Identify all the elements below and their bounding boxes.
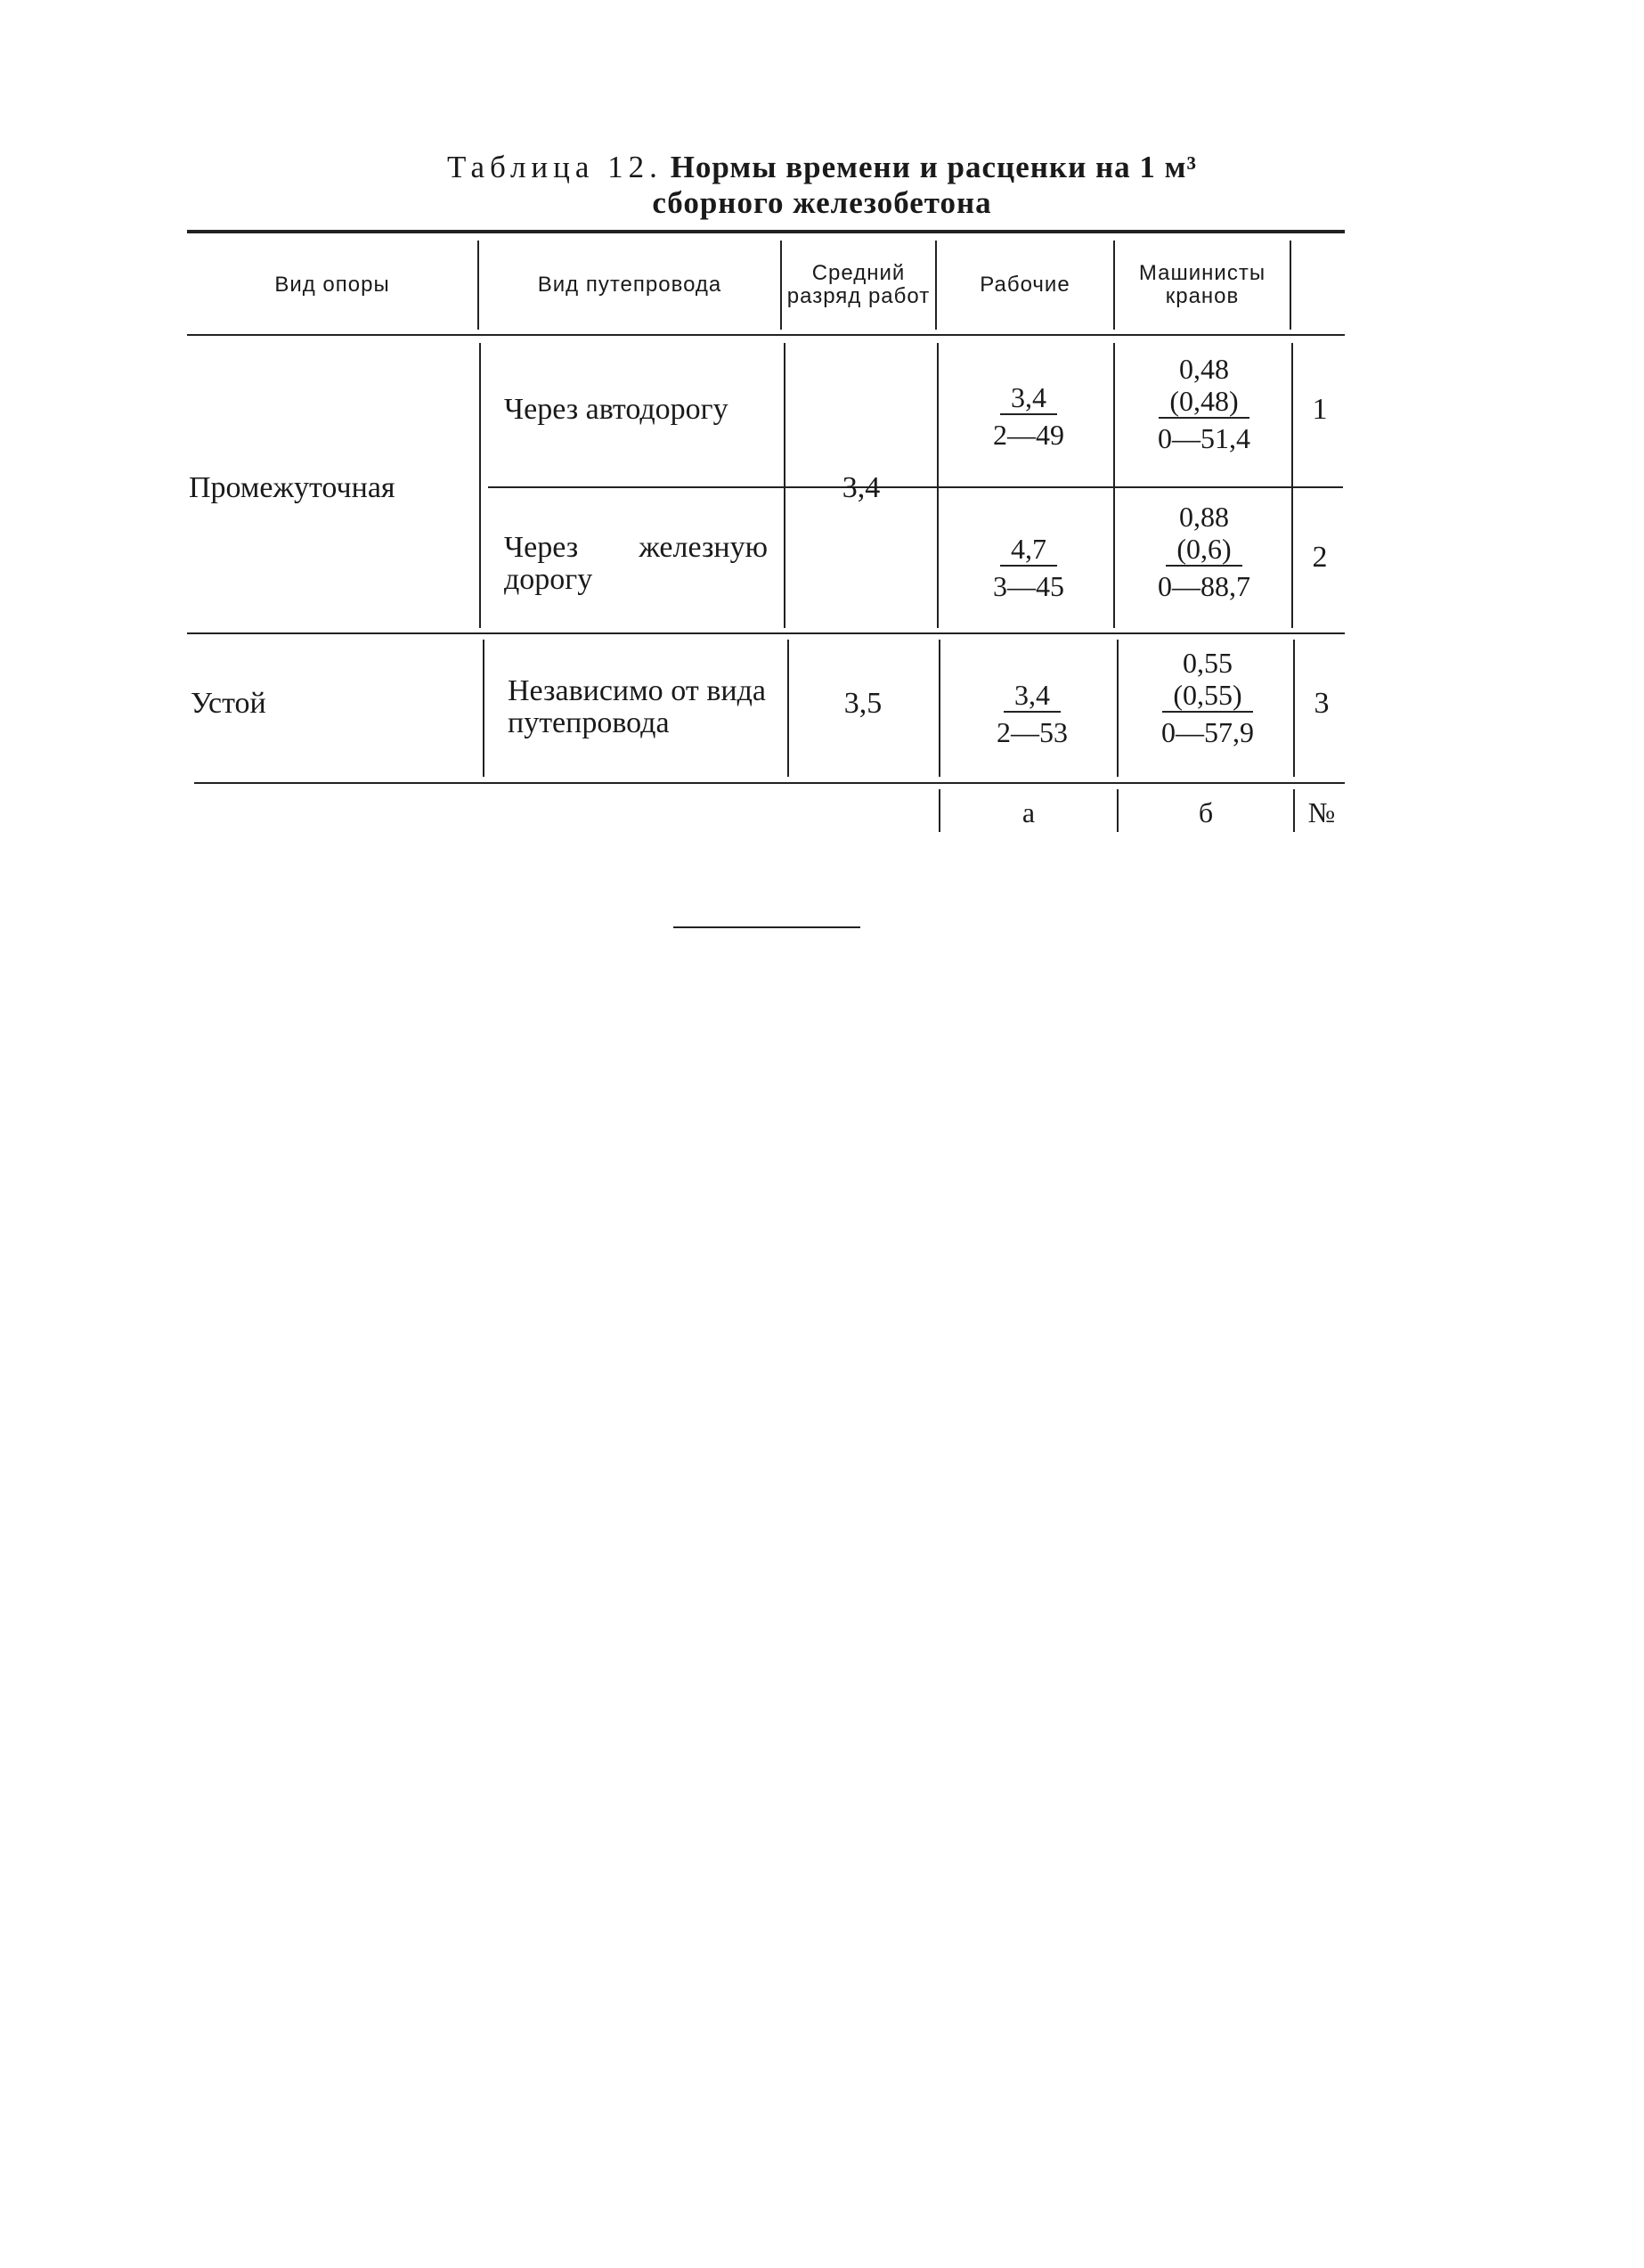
- support-type-abutment: Устой: [191, 687, 266, 720]
- table-bottom-rule: [194, 782, 1345, 784]
- workers-norm-row2: 4,7: [1000, 533, 1057, 567]
- group-divider: [187, 632, 1345, 634]
- footer-divider-3: [1293, 789, 1295, 832]
- header-avg-grade: Средний разряд работ: [786, 261, 931, 308]
- workers-norm-row1: 3,4: [1000, 381, 1057, 415]
- end-rule: [673, 926, 860, 928]
- overpass-type-row1: Через автодорогу: [504, 393, 728, 426]
- footer-col-a: а: [1021, 795, 1036, 828]
- workers-price-row2: 3—45: [993, 570, 1064, 602]
- cranes-norm-paren-row1: (0,48): [1159, 385, 1249, 419]
- workers-row1: [953, 381, 1104, 451]
- body-divider-4: [1113, 343, 1115, 628]
- workers-norm-row3: 3,4: [1004, 679, 1061, 713]
- caption-title-line1: Нормы времени и расценки на 1 м³: [670, 150, 1197, 184]
- overpass-type-row3-text: Независимо от вида путепровода: [508, 674, 766, 739]
- table-top-rule: [187, 230, 1345, 233]
- col-divider-3: [935, 241, 937, 330]
- cranes-price-row2: 0—88,7: [1158, 570, 1250, 602]
- body-divider-1: [479, 343, 481, 628]
- avg-grade-intermediate: 3,4: [842, 471, 881, 504]
- cranes-row3: [1127, 647, 1288, 748]
- body-divider-3b: [939, 640, 940, 777]
- cranes-price-row1: 0—51,4: [1158, 422, 1250, 454]
- overpass-type-row2: [504, 524, 768, 604]
- workers-price-row3: 2—53: [997, 716, 1068, 748]
- overpass-type-row3: [508, 654, 766, 761]
- header-support-type: Вид опоры: [274, 273, 390, 297]
- avg-grade-abutment: 3,5: [843, 687, 883, 720]
- cranes-price-row3: 0—57,9: [1161, 716, 1254, 748]
- body-divider-2: [784, 343, 785, 628]
- col-divider-5: [1290, 241, 1291, 330]
- cranes-row1: [1124, 353, 1284, 454]
- cranes-norm-paren-row3: (0,55): [1162, 679, 1252, 713]
- body-divider-1b: [483, 640, 484, 777]
- row-number-3: 3: [1314, 687, 1330, 720]
- workers-row3: [956, 679, 1108, 748]
- footer-col-b: б: [1198, 795, 1214, 828]
- workers-price-row1: 2—49: [993, 419, 1064, 451]
- header-crane-operators: Машинисты кранов: [1138, 261, 1266, 308]
- body-divider-3: [937, 343, 939, 628]
- footer-col-no: №: [1307, 795, 1336, 828]
- header-bottom-rule: [187, 334, 1345, 336]
- col-divider-1: [477, 241, 479, 330]
- row-number-1: 1: [1312, 393, 1328, 426]
- col-divider-4: [1113, 241, 1115, 330]
- workers-row2: [953, 533, 1104, 602]
- cranes-row2: [1124, 501, 1284, 602]
- table-number: Таблица 12.: [446, 150, 663, 184]
- body-divider-5b: [1293, 640, 1295, 777]
- caption-title-line2: сборного железобетона: [652, 185, 992, 220]
- footer-divider-2: [1117, 789, 1119, 832]
- support-type-intermediate: Промежуточная: [189, 471, 395, 504]
- footer-divider-1: [939, 789, 940, 832]
- body-divider-4b: [1117, 640, 1119, 777]
- cranes-norm-row3: 0,55: [1183, 647, 1233, 679]
- cranes-norm-row2: 0,88: [1179, 501, 1229, 533]
- header-workers: Рабочие: [980, 273, 1070, 297]
- cranes-norm-paren-row2: (0,6): [1166, 533, 1241, 567]
- body-divider-5: [1291, 343, 1293, 628]
- cranes-norm-row1: 0,48: [1179, 353, 1229, 385]
- row-number-2: 2: [1312, 541, 1328, 574]
- col-divider-2: [780, 241, 782, 330]
- table-caption: [0, 150, 1644, 221]
- header-overpass-type: Вид путепровода: [537, 273, 722, 297]
- overpass-type-row2-text: Через железную дорогу: [504, 531, 768, 596]
